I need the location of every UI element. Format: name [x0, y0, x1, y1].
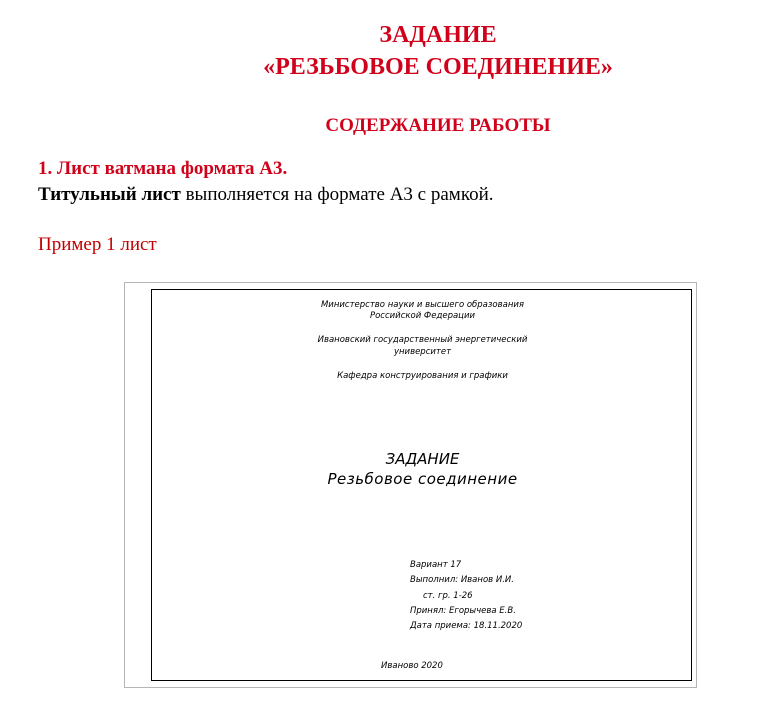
performed-by: Выполнил: Иванов И.И. [410, 575, 514, 585]
university-line2: университет [393, 347, 452, 357]
acceptance-date: Дата приема: 18.11.2020 [410, 621, 523, 631]
ministry-line1: Министерство науки и высшего образования [320, 300, 525, 310]
example-label: Пример 1 лист [38, 234, 157, 255]
variant-label: Вариант 17 [410, 560, 462, 570]
description-bold-term: Титульный лист [38, 184, 181, 205]
title-sheet-image [124, 282, 697, 688]
sheet-task-title: ЗАДАНИЕ [385, 450, 460, 468]
city-year: Иваново 2020 [381, 661, 443, 671]
student-group: ст. гр. 1-26 [423, 591, 473, 601]
university-line1: Ивановский государственный энергетический [317, 335, 528, 345]
accepted-by: Принял: Егорычева Е.В. [410, 606, 516, 616]
page-title-line2: «РЕЗЬБОВОЕ СОЕДИНЕНИЕ» [263, 54, 613, 80]
department-name: Кафедра конструирования и графики [337, 371, 508, 381]
title-sheet-frame [151, 289, 692, 681]
page-title-line1: ЗАДАНИЕ [379, 22, 497, 48]
sheet-topic: Резьбовое соединение [327, 470, 518, 488]
description-text: выполняется на формате А3 с рамкой. [180, 184, 494, 205]
section-description [38, 183, 494, 207]
ministry-line2: Российской Федерации [369, 311, 476, 321]
section-heading: 1. Лист ватмана формата А3. [38, 158, 288, 179]
page-subtitle: СОДЕРЖАНИЕ РАБОТЫ [325, 115, 551, 136]
